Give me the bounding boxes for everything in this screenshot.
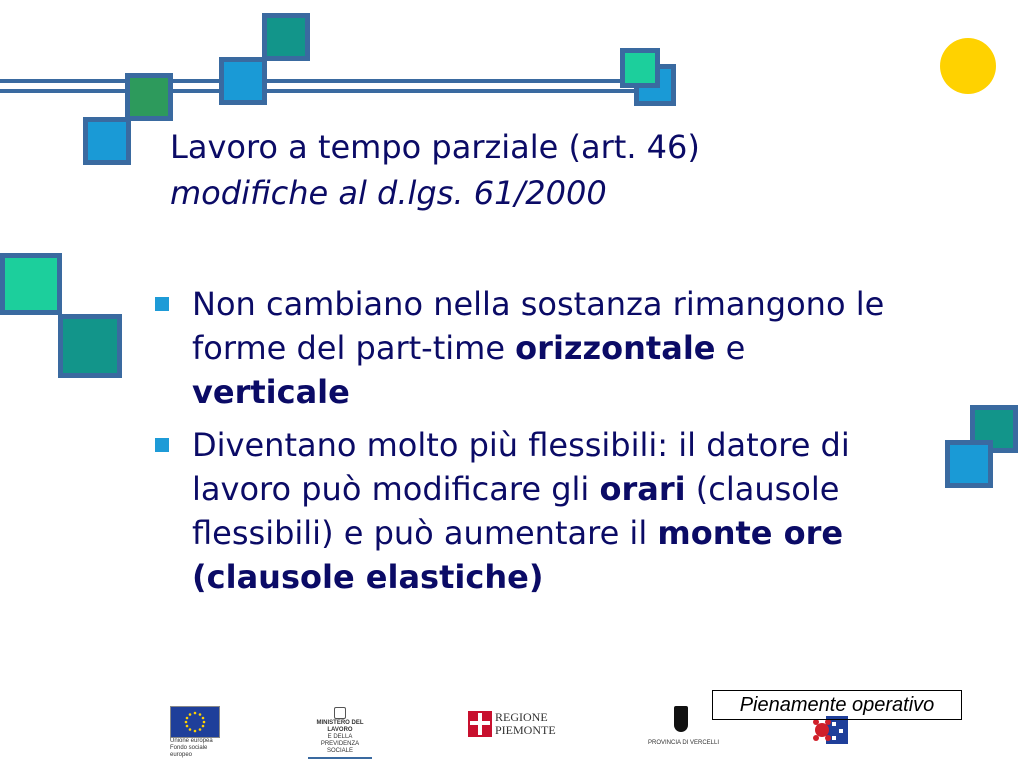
eu-flag-icon [170,706,220,738]
title-main: Lavoro a tempo parziale (art. 46) [170,128,700,166]
slide-title [170,124,700,216]
eu-caption: Unione europea Fondo sociale europeo [170,738,213,758]
emblem-icon [334,707,346,719]
eu-stars-icon [171,707,219,737]
decor-square-left-teal [58,314,122,378]
bullet-text-bold: orizzontale [515,329,716,367]
bullet-text-bold: monte ore (clausole elastiche) [192,514,844,596]
decor-square-top-right-mint [620,48,660,88]
bullet-text-part: Diventano molto più flessibili: il datore di lavoro può modificare gli [192,426,850,508]
eu-logo [170,706,222,758]
piemonte-flag-icon [468,711,492,737]
bullet-text-bold: orari [599,470,686,508]
bullet-item [155,282,935,414]
decorative-line-top [0,79,640,83]
sun-circle [940,38,996,94]
regione-text [495,711,556,737]
bullet-text [192,285,884,411]
ministero-line1: MINISTERO DEL LAVORO [316,720,364,733]
bullet-square-icon [155,297,169,311]
bullet-text-bold: verticale [192,373,350,411]
bullet-text [192,426,850,596]
decor-square-top-green [125,73,173,121]
ministero-divider [308,757,372,759]
bullet-text-part: e [715,329,746,367]
decor-square-left-mint [0,253,62,315]
regione-line1: REGIONE [495,710,548,724]
decorative-line-bottom [0,89,640,93]
decor-square-top-blue-mid [219,57,267,105]
provincia-caption: PROVINCIA DI VERCELLI [648,740,720,746]
title-subtitle: modifiche al d.lgs. 61/2000 [170,174,607,212]
decor-square-top-blue-left [83,117,131,165]
regione-piemonte-logo [468,711,558,739]
bullet-square-icon [155,438,169,452]
regione-line2: PIEMONTE [495,723,556,737]
ministero-line2: E DELLA PREVIDENZA SOCIALE [320,734,360,754]
decor-square-top-teal [262,13,310,61]
decor-square-right-blue [945,440,993,488]
bullet-text-part: Non cambiano nella sostanza rimangono le forme del part-time [192,285,885,367]
provincia-logo [648,706,720,752]
provincia-crest-icon [674,706,688,732]
bullet-list [155,282,935,608]
ministero-logo [308,707,372,754]
status-badge: Pienamente operativo [712,690,962,720]
bullet-item [155,423,935,599]
bullet-text-part: (clausole flessibili) e può aumentare il [192,470,840,552]
